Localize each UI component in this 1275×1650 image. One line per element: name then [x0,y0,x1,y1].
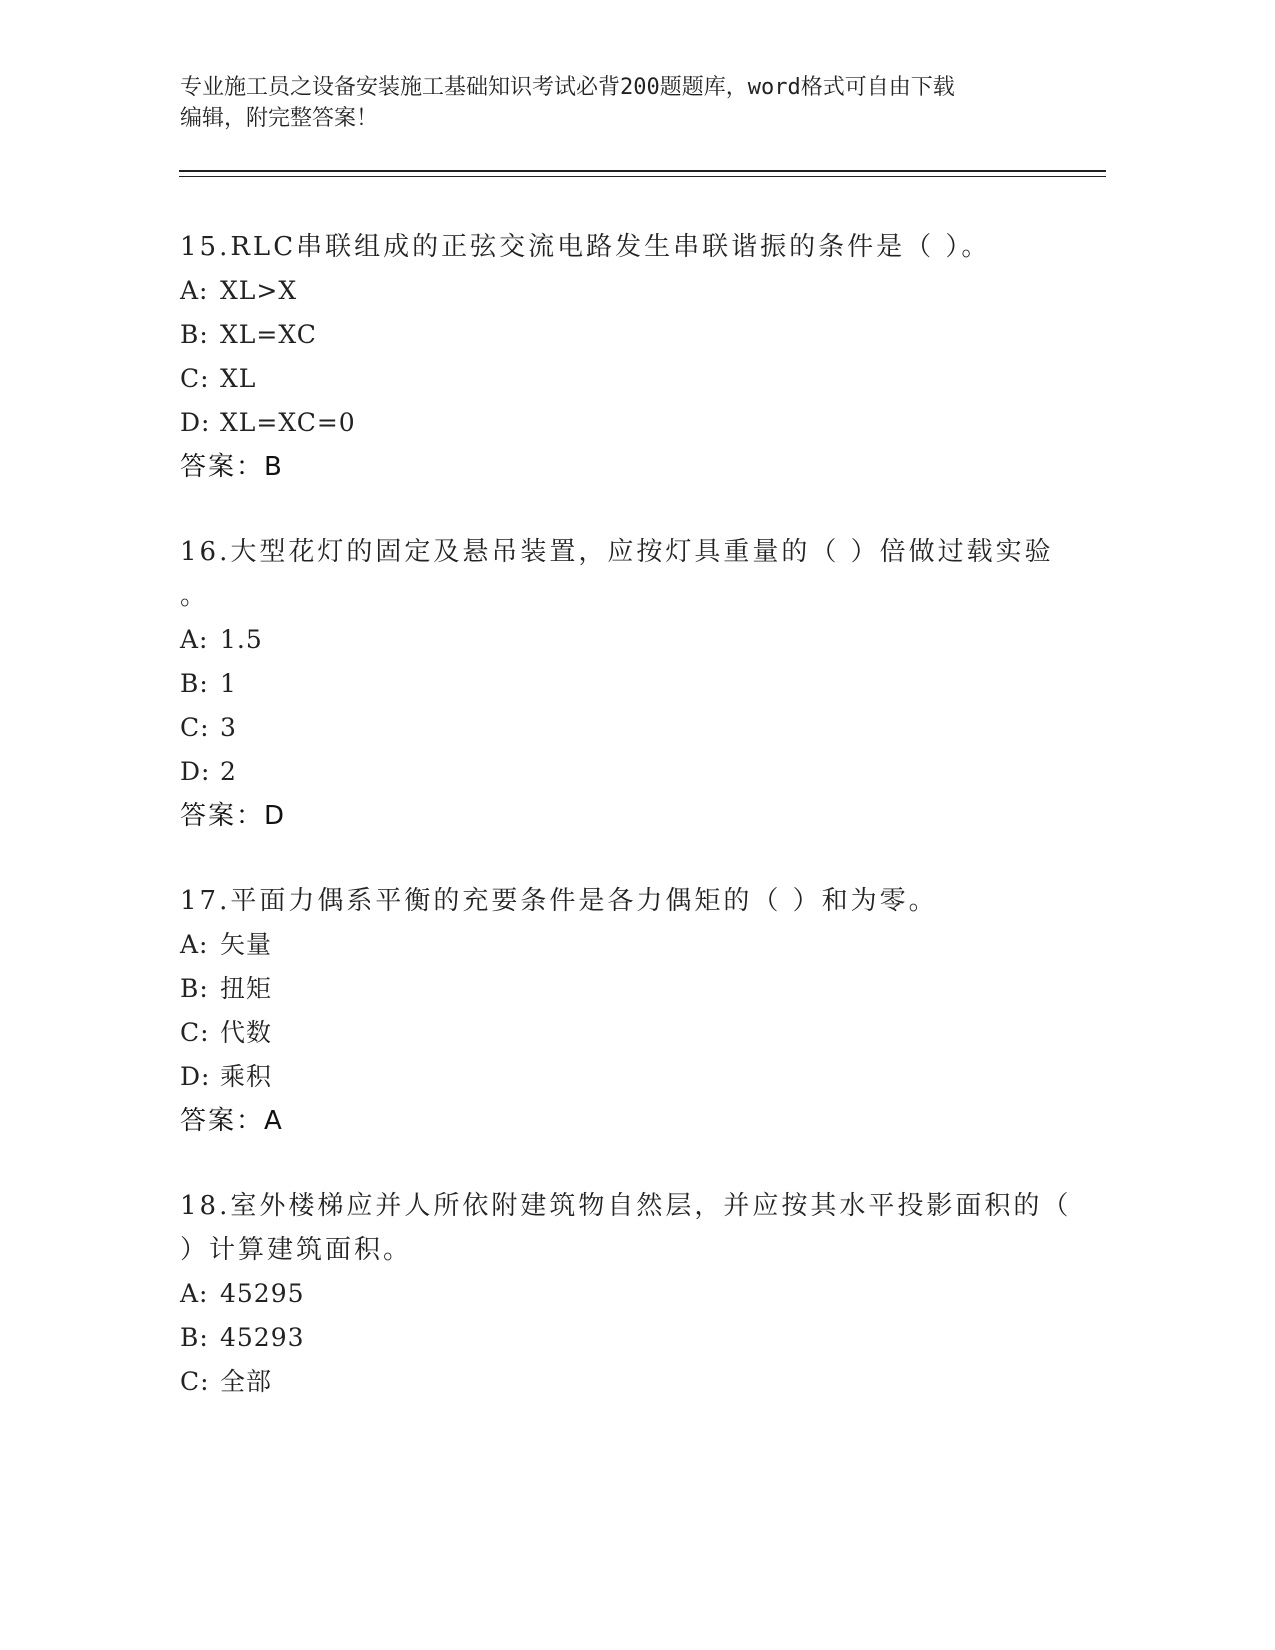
header-line-2: 编辑，附完整答案！ [180,106,379,131]
question-list [180,225,1072,1445]
option-text: XL [220,364,257,393]
option-text: 扭矩 [220,974,273,1003]
question-stem-line: 17.平面力偶系平衡的充要条件是各力偶矩的（ ）和为零。 [180,886,938,916]
question-stem-line: 18.室外楼梯应并人所依附建筑物自然层，并应按其水平投影面积的（ [180,1191,1072,1221]
option-key: C: [180,1367,210,1396]
question-stem [180,225,1060,269]
option-c [180,1360,1060,1404]
option-text: XL=XC [220,320,317,349]
option-key: A: [180,930,209,959]
answer-line: 答案：A [180,1106,284,1136]
option-text: 3 [220,713,237,742]
question-stem-line: 。 [180,581,210,611]
question-stem-line: 15.RLC串联组成的正弦交流电路发生串联谐振的条件是（ ）。 [180,232,991,262]
question-stem [180,879,1060,923]
option-key: A: [180,625,209,654]
option-c [180,1011,1060,1055]
option-text: 45295 [220,1279,305,1308]
answer-line: 答案：B [180,452,284,482]
question-17 [180,879,1060,1143]
question-15 [180,225,1060,489]
option-key: A: [180,1279,209,1308]
option-text: 2 [220,757,237,786]
option-text: 代数 [220,1018,273,1047]
option-d [180,750,1060,794]
option-key: B: [180,1323,209,1352]
option-key: B: [180,320,209,349]
option-b [180,1316,1060,1360]
question-stem-line: 16.大型花灯的固定及悬吊装置，应按灯具重量的（ ）倍做过载实验 [180,537,1054,567]
header-divider-thick [179,170,1106,172]
option-text: 1.5 [220,625,263,654]
document-header [180,72,1060,134]
option-text: 矢量 [220,930,273,959]
option-a [180,269,1060,313]
option-text: XL=XC=0 [220,408,356,437]
option-key: D: [180,1062,211,1091]
answer-line: 答案：D [180,801,287,831]
question-stem [180,530,1060,618]
option-text: 1 [220,669,237,698]
option-text: 乘积 [220,1062,273,1091]
option-text: XL>X [220,276,298,305]
question-18 [180,1184,1072,1404]
question-stem [180,1184,1072,1272]
option-b [180,313,1060,357]
option-c [180,357,1060,401]
option-key: C: [180,1018,210,1047]
option-a [180,1272,1060,1316]
option-key: C: [180,364,210,393]
option-key: B: [180,669,209,698]
header-divider-thin [179,176,1106,177]
option-key: A: [180,276,209,305]
option-text: 45293 [220,1323,305,1352]
header-line-1: 专业施工员之设备安装施工基础知识考试必背200题题库，word格式可自由下载 [180,75,955,100]
question-stem-line: ）计算建筑面积。 [180,1235,413,1265]
option-key: D: [180,757,211,786]
option-key: C: [180,713,210,742]
option-d [180,401,1060,445]
option-key: B: [180,974,209,1003]
option-c [180,706,1060,750]
option-b [180,662,1060,706]
option-a [180,618,1060,662]
option-key: D: [180,408,211,437]
option-text: 全部 [220,1367,273,1396]
option-b [180,967,1060,1011]
question-16 [180,530,1060,838]
option-d [180,1055,1060,1099]
option-a [180,923,1060,967]
